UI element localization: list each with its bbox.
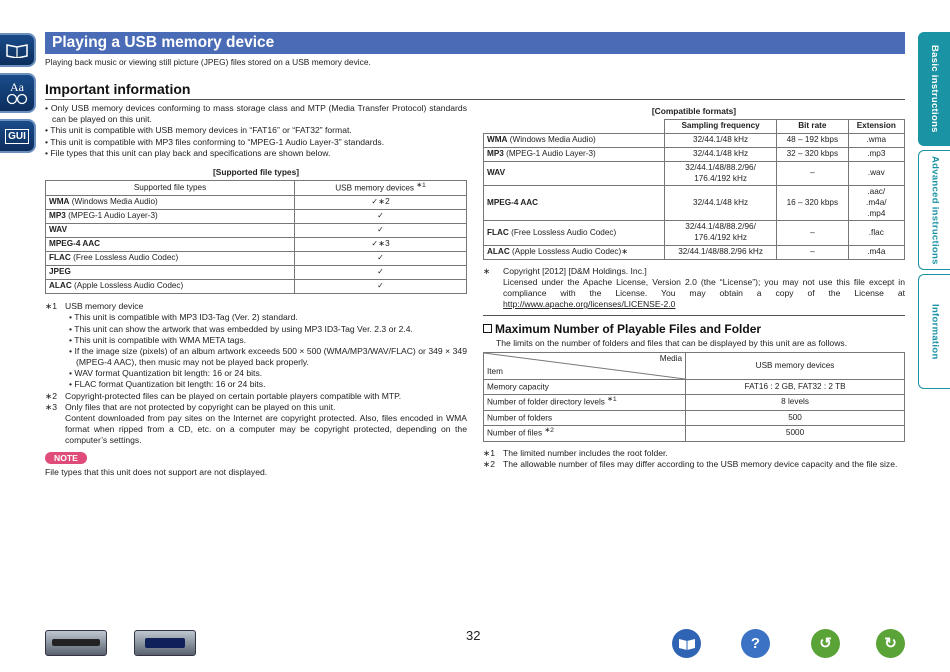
page-number: 32	[466, 628, 481, 643]
font-size-icon[interactable]: Aa	[0, 73, 36, 113]
device-display-icon[interactable]	[134, 630, 196, 656]
tab-advanced-instructions[interactable]: Advanced instructions	[918, 150, 950, 270]
gui-icon[interactable]: GUI	[0, 119, 36, 153]
table-row: MP3 (MPEG-1 Audio Layer-3) ✓	[46, 210, 467, 224]
footnotes: ∗1 The limited number includes the root folder. ∗2 The allowable number of files may differ according to the USB memory device capacity and the file size.	[483, 447, 898, 469]
book-icon[interactable]	[0, 33, 36, 67]
table-row: MP3 (MPEG-1 Audio Layer-3) 32/44.1/48 kHz 32 – 320 kbps .mp3	[484, 147, 905, 161]
column-header: USB memory devices $^{∗1}$	[295, 180, 467, 195]
note-text: File types that this unit does not support are not displayed.	[45, 466, 268, 477]
right-tabs	[918, 32, 950, 393]
bullet: • File types that this unit can play back and specifications are shown below.	[45, 148, 467, 159]
right-column	[483, 103, 905, 470]
page-title: Playing a USB memory device	[45, 32, 905, 54]
compatible-formats-table: Sampling frequency Bit rate Extension WMA (Windows Media Audio) 32/44.1/48 kHz 48 – 192 kbps .wma MP3 (MPEG-1 Audio Layer-3) 32/44.1/48 kHz 32 – 320 kbps .mp3 WAV 32/44.1/48/88.2/96/ 176.4/192 kHz – .wav MPEG-4 AAC 32/44.1/48 kHz 16 – 320 kbps .aac/ .m4a/ .mp4 FLAC (Free Lossless Audio Codec) 32/44.1/48/88.2/96/ 176.4/192 kHz – .flac ALAC (Apple Lossless Audio Codec)∗ 32/44.1/48/88.2/96 kHz – .m4a	[483, 119, 905, 260]
tab-information[interactable]: Information	[918, 274, 950, 389]
device-front-icon[interactable]	[45, 630, 107, 656]
back-icon[interactable]: ↺	[811, 629, 840, 658]
subsection-heading: Maximum Number of Playable Files and Folder	[483, 322, 905, 338]
bullet: • Only USB memory devices conforming to mass storage class and MTP (Media Transfer Protocol) standards can be played on this unit.	[45, 103, 467, 125]
table-row: ALAC (Apple Lossless Audio Codec)∗ 32/44.1/48/88.2/96 kHz – .m4a	[484, 245, 905, 259]
tab-basic-instructions[interactable]: Basic instructions	[918, 32, 950, 146]
forward-icon[interactable]: ↻	[876, 629, 905, 658]
table-row: Memory capacity FAT16 : 2 GB, FAT32 : 2 TB	[484, 379, 905, 394]
intro-text: Playing back music or viewing still picture (JPEG) files stored on a USB memory device.	[45, 57, 371, 67]
table-caption: [Compatible formats]	[651, 106, 737, 116]
diagonal-header-cell: Media Item	[484, 352, 686, 379]
table-row: Number of folders 500	[484, 410, 905, 425]
license-note: ∗ Copyright [2012] [D&M Holdings. Inc.] Licensed under the Apache License, Version 2.0 (the “License”); you may not use this file except in compliance with the License. You may obtain a copy of the License at http://www.apache.org/licenses/LICENSE-2.0	[483, 265, 905, 310]
left-column	[45, 103, 467, 478]
table-row: FLAC (Free Lossless Audio Codec) ✓	[46, 252, 467, 266]
bullet: • This unit is compatible with USB memory devices in “FAT16” or “FAT32” format.	[45, 125, 467, 136]
table-row: WAV 32/44.1/48/88.2/96/ 176.4/192 kHz – .wav	[484, 161, 905, 185]
table-row: WMA (Windows Media Audio) ✓∗2	[46, 196, 467, 210]
limits-table: Media Item USB memory devices Memory capacity FAT16 : 2 GB, FAT32 : 2 TB Number of folder directory levels $^{∗1}$ 8 levels Number of folders 500 Number of files $^{∗2}$ 5000	[483, 352, 905, 442]
left-sidebar	[0, 33, 38, 159]
table-caption: [Supported file types]	[212, 166, 300, 177]
supported-types-table	[45, 180, 467, 294]
table-row: Number of files $^{∗2}$ 5000	[484, 426, 905, 441]
table-row: WMA (Windows Media Audio) 32/44.1/48 kHz 48 – 192 kbps .wma	[484, 133, 905, 147]
footnotes: ∗1 USB memory device • This unit is compatible with MP3 ID3-Tag (Ver. 2) standard. • This unit can show the artwork that was embedded by using MP3 ID3-Tag Ver. 2.3 or 2.4. • This unit is compatible with WMA META tags. • If the image size (pixels) of an album artwork exceeds 500 × 500 (WMA/MP3/WAV/FLAC) or 349 × 349 (MPEG-4 AAC), then music may not be played back properly. • WAV format Quantization bit length: 16 or 24 bits. • FLAC format Quantization bit length: 16 or 24 bits. ∗2 Copyright-protected files can be played on certain portable players compatible with MTP. ∗3 Only files that are not protected by copyright can be played on this unit. Content downloaded from pay sites on the Internet are copyright protected. Also, files encoded in WMA format when ripped from a CD, etc. on a computer may be copyright protected, depending on the computer’s settings.	[45, 301, 467, 446]
license-link[interactable]: http://www.apache.org/licenses/LICENSE-2.0	[503, 299, 676, 310]
table-row: JPEG ✓	[46, 266, 467, 280]
book-icon[interactable]	[672, 629, 701, 658]
help-icon[interactable]: ?	[741, 629, 770, 658]
section-description: The limits on the number of folders and files that can be displayed by this unit are as follows.	[496, 337, 848, 348]
divider	[45, 99, 905, 100]
bullet: • This unit is compatible with MP3 files conforming to “MPEG-1 Audio Layer-3” standards.	[45, 137, 467, 148]
table-row: Number of folder directory levels $^{∗1}$ 8 levels	[484, 395, 905, 410]
column-header: Supported file types	[46, 180, 295, 195]
table-row: ALAC (Apple Lossless Audio Codec) ✓	[46, 280, 467, 294]
table-row: WAV ✓	[46, 224, 467, 238]
table-row: MPEG-4 AAC 32/44.1/48 kHz 16 – 320 kbps .aac/ .m4a/ .mp4	[484, 186, 905, 221]
note-badge: NOTE	[45, 452, 87, 464]
section-heading: Important information	[45, 81, 191, 97]
table-row: MPEG-4 AAC ✓∗3	[46, 238, 467, 252]
table-row: FLAC (Free Lossless Audio Codec) 32/44.1/48/88.2/96/ 176.4/192 kHz – .flac	[484, 221, 905, 245]
checkbox-icon	[483, 324, 492, 333]
